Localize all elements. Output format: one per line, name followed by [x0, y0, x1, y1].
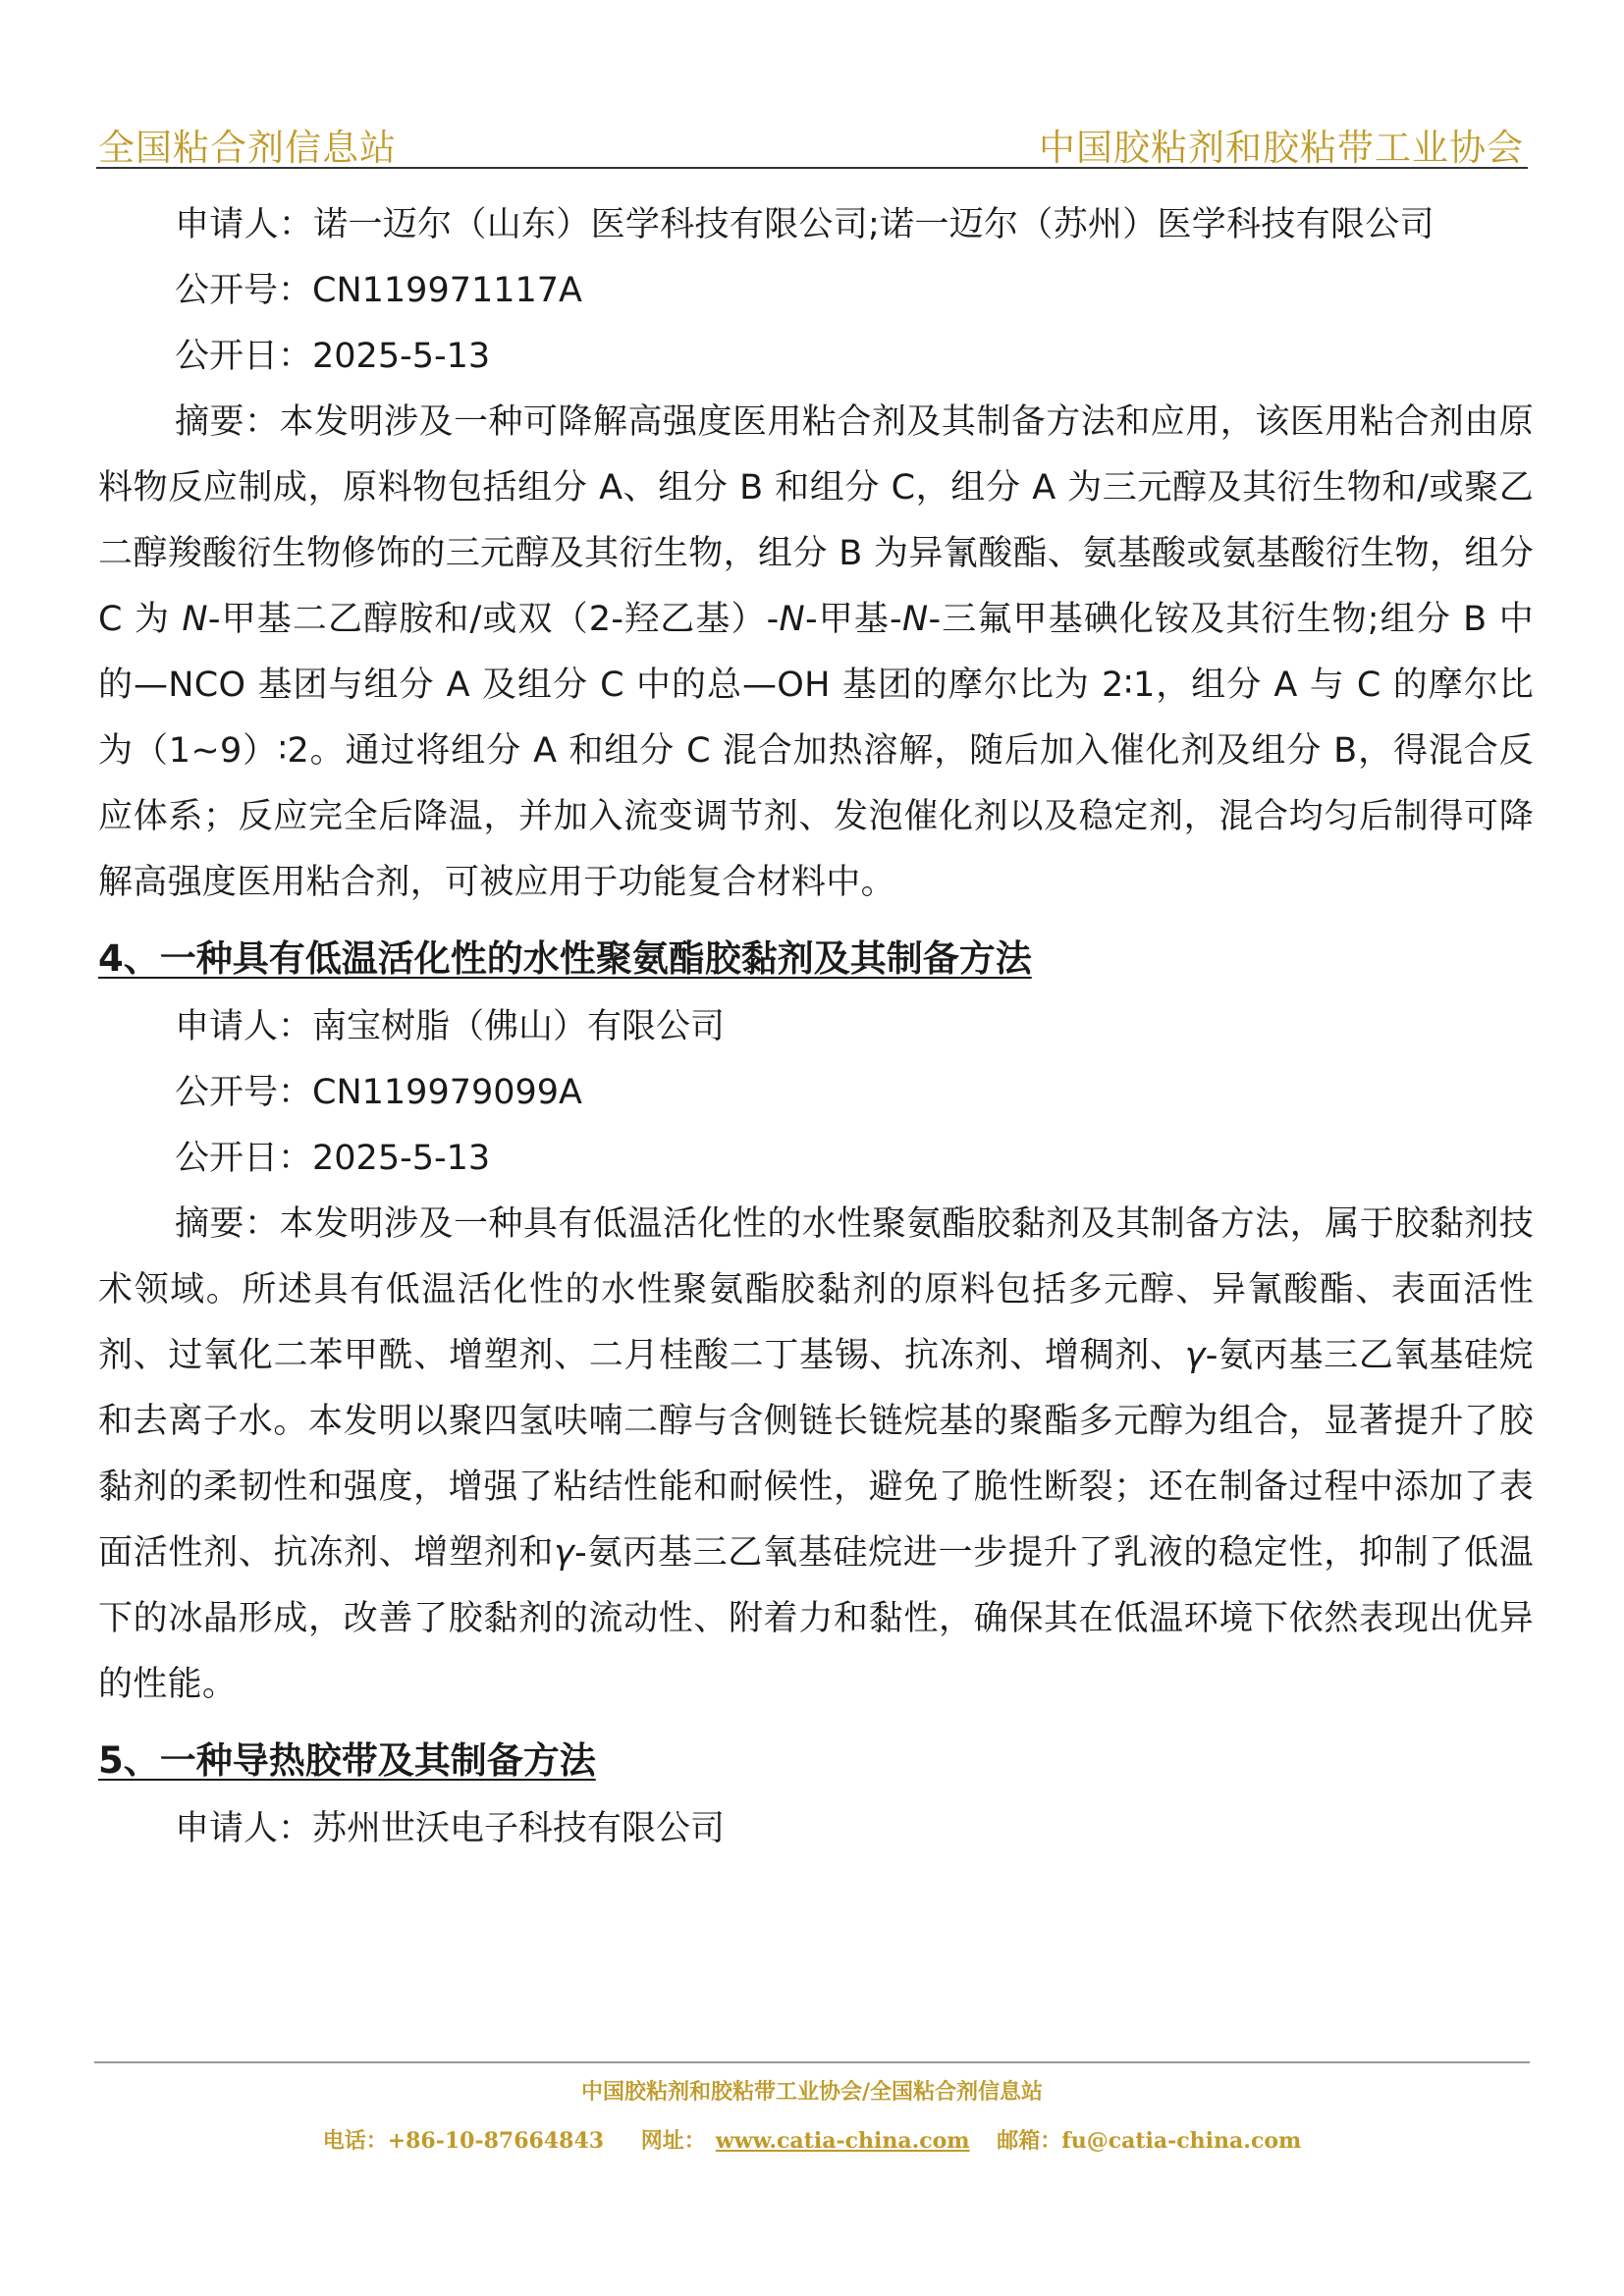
entry4-pub-date: 公开日：2025-5-13: [175, 1139, 491, 1178]
footer-phone: 电话：+86-10-87664843: [322, 2128, 605, 2154]
footer-website-link[interactable]: www.catia-china.com: [715, 2128, 970, 2154]
footer-website: 网址： www.catia-china.com: [640, 2128, 970, 2154]
entry4-abstract: 摘要：本发明涉及一种具有低温活化性的水性聚氨酯胶黏剂及其制备方法，属于胶黏剂技术领域。所述具有低温活化性的水性聚氨酯胶黏剂的原料包括多元醇、异氰酸酯、表面活性剂、过氧化二苯甲酰、增塑剂、二月桂酸二丁基锡、抗冻剂、增稠剂、γ-氨丙基三乙氧基硅烷和去离子水。本发明以聚四氢呋喃二醇与含侧链长链烷基的聚酯多元醇为组合，显著提升了胶黏剂的柔韧性和强度，增强了粘结性能和耐候性，避免了脆性断裂；还在制备过程中添加了表面活性剂、抗冻剂、增塑剂和γ-氨丙基三乙氧基硅烷进一步提升了乳液的稳定性，抑制了低温下的冰晶形成，改善了胶黏剂的流动性、附着力和黏性，确保其在低温环境下依然表现出优异的性能。: [98, 1204, 1534, 1704]
page-header: [96, 116, 1528, 169]
entry5-applicant: 申请人：苏州世沃电子科技有限公司: [175, 1809, 726, 1848]
document-body: [98, 192, 1534, 1862]
entry5-title: 5、一种导热胶带及其制备方法: [98, 1739, 596, 1782]
footer-divider: [94, 2061, 1530, 2063]
footer-contact: [0, 2124, 1624, 2155]
entry4-applicant: 申请人：南宝树脂（佛山）有限公司: [175, 1007, 726, 1046]
entry3-applicant: 申请人：诺一迈尔（山东）医学科技有限公司;诺一迈尔（苏州）医学科技有限公司: [175, 205, 1435, 244]
footer-email: 邮箱：fu@catia-china.com: [997, 2128, 1302, 2154]
entry4-title: 4、一种具有低温活化性的水性聚氨酯胶黏剂及其制备方法: [98, 937, 1032, 980]
entry4-pub-no: 公开号：CN119979099A: [175, 1073, 582, 1112]
header-left-title: 全国粘合剂信息站: [98, 127, 397, 169]
entry3-pub-date: 公开日：2025-5-13: [175, 337, 491, 376]
entry3-abstract: 摘要：本发明涉及一种可降解高强度医用粘合剂及其制备方法和应用，该医用粘合剂由原料物反应制成，原料物包括组分 A、组分 B 和组分 C，组分 A 为三元醇及其衍生物和/或聚乙二醇羧酸衍生物修饰的三元醇及其衍生物，组分 B 为异氰酸酯、氨基酸或氨基酸衍生物，组分 C 为 N-甲基二乙醇胺和/或双（2-羟乙基）-N-甲基-N-三氟甲基碘化铵及其衍生物;组分 B 中的—NCO 基团与组分 A 及组分 C 中的总—OH 基团的摩尔比为 2∶1，组分 A 与 C 的摩尔比为（1~9）∶2。通过将组分 A 和组分 C 混合加热溶解，随后加入催化剂及组分 B，得混合反应体系；反应完全后降温，并加入流变调节剂、发泡催化剂以及稳定剂，混合均匀后制得可降解高强度医用粘合剂，可被应用于功能复合材料中。: [98, 402, 1534, 902]
entry3-pub-no: 公开号：CN119971117A: [175, 271, 582, 310]
footer-org: 中国胶粘剂和胶粘带工业协会/全国粘合剂信息站: [580, 2079, 1044, 2105]
header-right-title: 中国胶粘剂和胶粘带工业协会: [1039, 127, 1524, 169]
